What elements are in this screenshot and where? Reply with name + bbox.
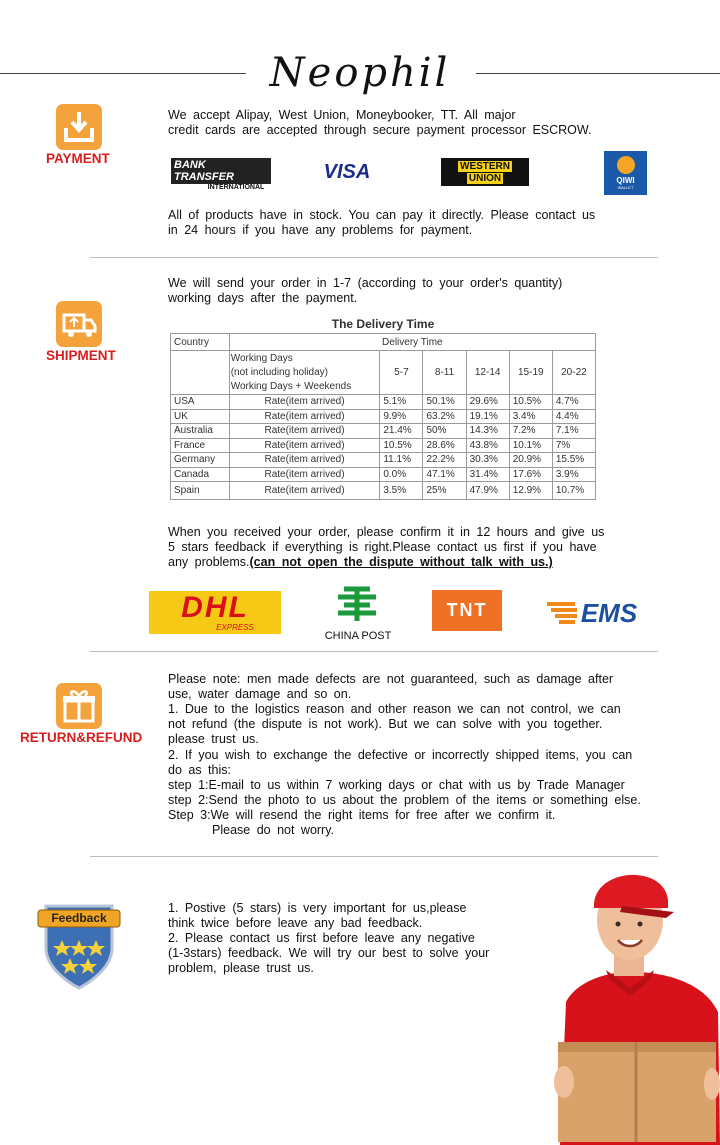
brand-title: Neophil <box>269 50 451 96</box>
table-rate-cell: 10.5% <box>380 438 423 453</box>
table-label-cell: Rate(item arrived) <box>229 438 380 453</box>
shipment-confirm-text: 5 stars feedback if everything is right.Please contact us first if you have <box>168 540 597 554</box>
shipment-confirm-text <box>168 555 553 570</box>
qiwi-logo <box>604 151 647 195</box>
table-rate-cell: 15.5% <box>552 453 595 468</box>
refund-label: RETURN&REFUND <box>20 730 143 745</box>
western-union-line2: UNION <box>468 172 502 184</box>
table-rate-cell: 43.8% <box>466 438 509 453</box>
header-line-right <box>476 73 720 74</box>
refund-text-line: 1. Due to the logistics reason and other reason we can not control, we can <box>168 702 621 716</box>
table-rate-cell: 4.4% <box>552 409 595 424</box>
refund-text-line: please trust us. <box>168 732 259 746</box>
table-country-cell: Canada <box>171 467 230 482</box>
table-range-header: 5-7 <box>380 351 423 395</box>
ems-logo <box>542 595 640 631</box>
refund-text-line: 2. If you wish to exchange the defective or incorrectly shipped items, you can <box>168 748 633 762</box>
shipment-problems-text: any problems. <box>168 555 250 569</box>
table-label-cell: Rate(item arrived) <box>229 409 380 424</box>
china-post-logo <box>318 585 398 643</box>
payment-stock-text: in 24 hours if you have any problems for payment. <box>168 223 473 237</box>
table-header-country: Country <box>171 334 230 351</box>
table-row <box>171 453 596 468</box>
table-rate-cell: 50.1% <box>423 395 466 410</box>
table-ranges-row <box>171 351 596 395</box>
refund-text-line: use, water damage and so on. <box>168 687 352 701</box>
qiwi-circle-icon <box>617 156 635 174</box>
working-days-line: (not including holiday) <box>230 366 328 378</box>
table-rate-cell: 63.2% <box>423 409 466 424</box>
visa-logo: VISA <box>323 160 371 183</box>
table-country-cell: Germany <box>171 453 230 468</box>
table-label-cell: Rate(item arrived) <box>229 395 380 410</box>
download-box-icon <box>56 104 102 150</box>
feedback-badge-text: Feedback <box>51 911 107 925</box>
table-label-cell: Rate(item arrived) <box>229 482 380 500</box>
divider <box>90 651 658 652</box>
ems-wings-icon <box>545 598 579 628</box>
shipment-text-line: We will send your order in 1-7 (according to your order's quantity) <box>168 276 563 290</box>
table-rate-cell: 25% <box>423 482 466 500</box>
table-working-days-cell <box>229 351 380 395</box>
working-days-line: Working Days <box>230 352 293 364</box>
table-range-header: 12-14 <box>466 351 509 395</box>
table-country-cell: Spain <box>171 482 230 500</box>
feedback-text-line: (1-3stars) feedback. We will try our best to solve your <box>168 946 490 960</box>
table-range-header: 15-19 <box>509 351 552 395</box>
tnt-logo <box>432 590 502 631</box>
payment-text-line: credit cards are accepted through secure payment processor ESCROW. <box>168 123 592 137</box>
table-header-delivery: Delivery Time <box>229 334 595 351</box>
refund-step-line: Step 3:We will resend the right items for free after we confirm it. <box>168 808 556 822</box>
table-rate-cell: 21.4% <box>380 424 423 439</box>
tnt-text: TNT <box>446 600 488 620</box>
table-label-cell: Rate(item arrived) <box>229 424 380 439</box>
divider <box>90 257 658 258</box>
dhl-logo <box>149 591 281 634</box>
payment-label: PAYMENT <box>46 151 110 166</box>
table-rate-cell: 11.1% <box>380 453 423 468</box>
delivery-man-illustration <box>540 852 720 1145</box>
delivery-time-table <box>170 333 596 500</box>
table-rate-cell: 9.9% <box>380 409 423 424</box>
table-rate-cell: 30.3% <box>466 453 509 468</box>
table-row <box>171 424 596 439</box>
table-country-cell: USA <box>171 395 230 410</box>
qiwi-text: QIWI <box>616 176 635 185</box>
feedback-text-line: problem, please trust us. <box>168 961 314 975</box>
table-rate-cell: 20.9% <box>509 453 552 468</box>
table-row <box>171 409 596 424</box>
table-country-cell: UK <box>171 409 230 424</box>
table-label-cell: Rate(item arrived) <box>229 453 380 468</box>
table-rate-cell: 19.1% <box>466 409 509 424</box>
table-rate-cell: 5.1% <box>380 395 423 410</box>
table-label-cell: Rate(item arrived) <box>229 467 380 482</box>
table-rate-cell: 31.4% <box>466 467 509 482</box>
dispute-warning: (can not open the dispute without talk with us.) <box>249 555 553 569</box>
table-rate-cell: 28.6% <box>423 438 466 453</box>
table-rate-cell: 3.4% <box>509 409 552 424</box>
feedback-badge <box>36 896 122 996</box>
table-row <box>171 467 596 482</box>
shipment-confirm-text: When you received your order, please confirm it in 12 hours and give us <box>168 525 605 539</box>
refund-text-line: Please do not worry. <box>212 823 335 837</box>
china-post-icon <box>318 585 398 625</box>
table-rate-cell: 3.5% <box>380 482 423 500</box>
refund-step-line: step 1:E-mail to us within 7 working days or chat with us by Trade Manager <box>168 778 625 792</box>
dhl-text: DHL <box>181 591 249 624</box>
table-rate-cell: 29.6% <box>466 395 509 410</box>
qiwi-subtext: WALLET <box>617 185 634 190</box>
shipment-label: SHIPMENT <box>46 348 116 363</box>
gift-box-icon <box>56 683 102 729</box>
table-rate-cell: 7.2% <box>509 424 552 439</box>
table-rate-cell: 7.1% <box>552 424 595 439</box>
bank-transfer-subtext: INTERNATIONAL <box>207 183 265 191</box>
feedback-text-line: 1. Postive (5 stars) is very important for us,please <box>168 901 467 915</box>
bank-transfer-text: BANK TRANSFER <box>171 158 271 184</box>
refund-text-line: Please note: men made defects are not guaranteed, such as damage after <box>168 672 614 686</box>
working-days-line: Working Days + Weekends <box>230 380 352 392</box>
table-row <box>171 438 596 453</box>
payment-text-line: We accept Alipay, West Union, Moneybooker, TT. All major <box>168 108 516 122</box>
dhl-subtext: EXPRESS <box>216 623 254 632</box>
western-union-line1: WESTERN <box>460 160 510 172</box>
table-rate-cell: 17.6% <box>509 467 552 482</box>
table-rate-cell: 47.9% <box>466 482 509 500</box>
feedback-text-line: 2. Please contact us first before leave any negative <box>168 931 475 945</box>
table-range-header: 20-22 <box>552 351 595 395</box>
table-rate-cell: 10.7% <box>552 482 595 500</box>
shipment-text-line: working days after the payment. <box>168 291 358 305</box>
refund-step-line: step 2:Send the photo to us about the problem of the items or something else. <box>168 793 641 807</box>
table-rate-cell: 7% <box>552 438 595 453</box>
table-rate-cell: 22.2% <box>423 453 466 468</box>
refund-text-line: not refund (the dispute is not work). But we can solve with you together. <box>168 717 603 731</box>
table-row <box>171 482 596 500</box>
table-rate-cell: 14.3% <box>466 424 509 439</box>
table-rate-cell: 12.9% <box>509 482 552 500</box>
table-country-cell: Australia <box>171 424 230 439</box>
china-post-text: CHINA POST <box>324 630 392 642</box>
delivery-table-title: The Delivery Time <box>331 317 435 331</box>
table-rate-cell: 10.1% <box>509 438 552 453</box>
table-rate-cell: 10.5% <box>509 395 552 410</box>
bank-transfer-logo <box>171 158 271 191</box>
delivery-truck-icon <box>56 301 102 347</box>
refund-text-line: do as this: <box>168 763 231 777</box>
table-country-cell: France <box>171 438 230 453</box>
payment-stock-text: All of products have in stock. You can pay it directly. Please contact us <box>168 208 596 222</box>
western-union-logo <box>441 158 529 186</box>
table-header-row <box>171 334 596 351</box>
table-rate-cell: 47.1% <box>423 467 466 482</box>
table-range-header: 8-11 <box>423 351 466 395</box>
ems-text: EMS <box>580 597 638 628</box>
table-rate-cell: 0.0% <box>380 467 423 482</box>
table-rate-cell: 50% <box>423 424 466 439</box>
feedback-text-line: think twice before leave any bad feedback. <box>168 916 423 930</box>
table-empty-cell <box>171 351 230 395</box>
table-rate-cell: 3.9% <box>552 467 595 482</box>
table-row <box>171 395 596 410</box>
table-rate-cell: 4.7% <box>552 395 595 410</box>
